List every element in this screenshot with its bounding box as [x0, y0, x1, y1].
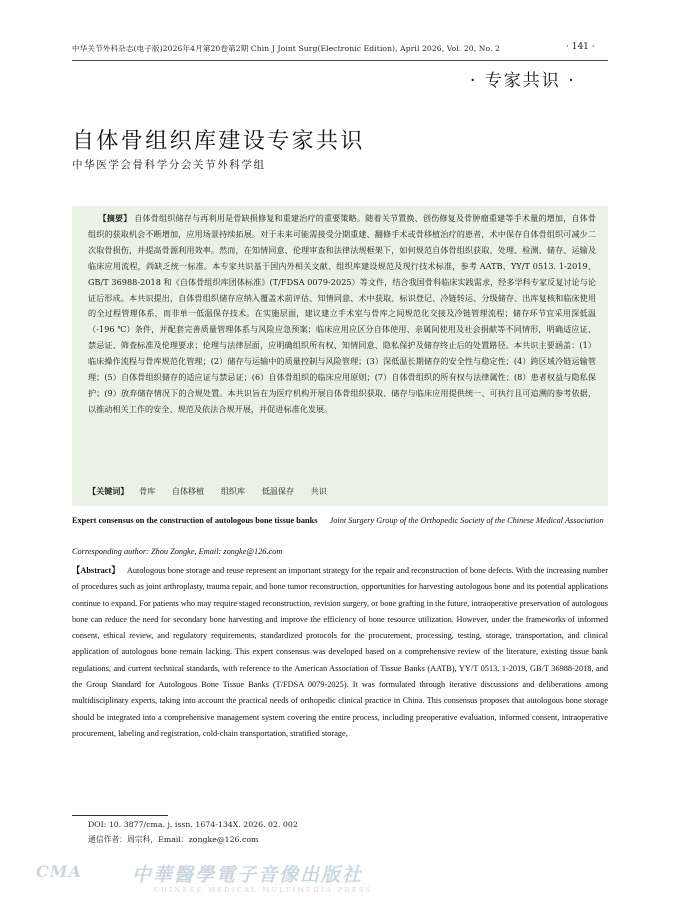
publisher-logo-mark: CMA	[36, 862, 82, 881]
section-tag: · 专家共识 ·	[470, 71, 576, 91]
english-abstract-label: 【Abstract】	[72, 566, 120, 575]
chinese-abstract	[88, 211, 596, 418]
footnote-rule	[72, 815, 168, 816]
keywords-label: 【关键词】	[88, 486, 129, 496]
publisher-logo	[36, 856, 456, 900]
abstract-text: 自体骨组织储存与再利用是骨缺损修复和重建治疗的重要策略。随着关节置换、创伤修复及骨肿瘤重建等手术量的增加，自体骨组织的获取机会不断增加，应用场景持续拓展。对于未来可能需接受分期重建、翻修手术或骨移植治疗的患者，术中保存自体骨组织可减少二次取骨损伤，并提高骨源利用效率。然而，在知情同意、伦理审查和法律法规框架下，如何规范自体骨组织获取、处理、检测、储存、运输及临床应用流程，尚缺乏统一标准。本专家共识基于国内外相关文献、组织库建设规范及现行技术标准，参考 AATB、YY/T 0513. 1-2019、GB/T 36988-2018 和《自体骨组织库团体标准》(T/FDSA 0079-2025）等文件，结合我国骨科临床实践需求，经多学科专家反复讨论与论证后形成。本共识提出，自体骨组织储存应纳入覆盖术前评估、知情同意、术中获取、标识登记、冷链转运、分级储存、出库复核和临床使用的全过程管理体系，而非单一低温保存技术。在实施层面，建议建立手术室与骨库之间规范化交接及冷链管理流程；储存环节宜采用深低温（-196 ℃）条件，并配套完善质量管理体系与风险应急预案；临床应用应区分自体使用、亲属间使用及社会捐献等不同情形，明确适应证、禁忌证、筛查标准及伦理要求；伦理与法律层面，应明确组织所有权、知情同意、隐私保护及储存终止后的处置路径。本共识主要涵盖：(1）临床操作流程与骨库规范化管理；(2）储存与运输中的质量控制与风险管理；(3）深低温长期储存的安全性与稳定性；(4）跨区域冷链运输管理；(5）自体骨组织储存的适应证与禁忌证；(6）自体骨组织的临床应用原则；(7）自体骨组织的所有权与法律属性；(8）患者权益与隐私保护；(9）放弃储存情况下的合规处置。本共识旨在为医疗机构开展自体骨组织获取、储存与临床应用提供统一、可执行且可追溯的参考依据，以推动相关工作的安全、规范及依法合规开展，并促进标准化发展。	[88, 213, 597, 414]
keyword: 低温保存	[261, 486, 295, 496]
english-abstract-text: Autologous bone storage and reuse represent an important strategy for the repair and reconstruction of bone defects. With the increasing number of procedures such as joint arthroplasty, trauma repair, and bone tumor reconstruction, opportunities for harvesting autologous bone and its potential applications continue to expand. For patients who may require staged reconstruction, revision surgery, or bone grafting in the future, intraoperative preservation of autologous bone can reduce the need for secondary bone harvesting and improve the efficiency of bone resource utilization. However, under the frameworks of informed consent, ethical review, and regulatory requirements, standardized protocols for the procurement, processing, testing, storage, transportation, and clinical application of autologous bone remain lacking. This expert consensus was developed based on a comprehensive review of the literature, existing tissue bank regulations, and current technical standards, with reference to the American Association of Tissue Banks (AATB), YY/T 0513. 1-2019, GB/T 36988-2018, and the Group Standard for Autologous Bone Tissue Banks (T/FDSA 0079-2025). It was formulated through iterative discussions and deliberations among multidisciplinary experts, taking into account the practical needs of orthopedic clinical practice in China. This consensus proposes that autologous bone storage should be integrated into a comprehensive management system covering the entire process, including preoperative evaluation, informed consent, intraoperative procurement, labeling and registration, cold-chain transportation, stratified storage,	[72, 566, 609, 738]
keyword: 共识	[310, 486, 327, 496]
english-abstract	[72, 563, 608, 742]
keyword: 组织库	[220, 486, 246, 496]
english-author-group: Joint Surgery Group of the Orthopedic Society of the Chinese Medical Association	[329, 516, 604, 525]
page-number: · 141 ·	[566, 42, 595, 52]
english-title-block	[72, 513, 608, 529]
doi-footnote: DOI: 10. 3877/cma. j. issn. 1674-134X. 2026. 02. 002	[88, 820, 298, 829]
article-title: 自体骨组织库建设专家共识	[72, 128, 365, 154]
chinese-keywords	[88, 484, 596, 498]
publisher-logo-name: 中華醫學電子音像出版社	[132, 864, 364, 886]
keyword: 自体移植	[171, 486, 205, 496]
corresponding-footnote: 通信作者：周宗科，Email：zongke@126.com	[88, 835, 259, 844]
abstract-label: 【摘要】	[98, 213, 132, 223]
running-head: 中华关节外科杂志(电子版)2026年4月第20卷第2期 Chin J Joint Surg(Electronic Edition), April 2026, Vol. 20, No. 2	[72, 44, 500, 53]
publisher-logo-english: CHINESE MEDICAL MULTIMEDIA PRESS	[154, 886, 373, 894]
author-group: 中华医学会骨科学分会关节外科学组	[72, 159, 266, 171]
english-corresponding-author: Corresponding author: Zhou Zongke, Email: zongke@126.com	[72, 547, 283, 556]
header-rule	[72, 60, 608, 61]
english-title: Expert consensus on the construction of autologous bone tissue banks	[72, 516, 318, 525]
keyword: 骨库	[139, 486, 156, 496]
